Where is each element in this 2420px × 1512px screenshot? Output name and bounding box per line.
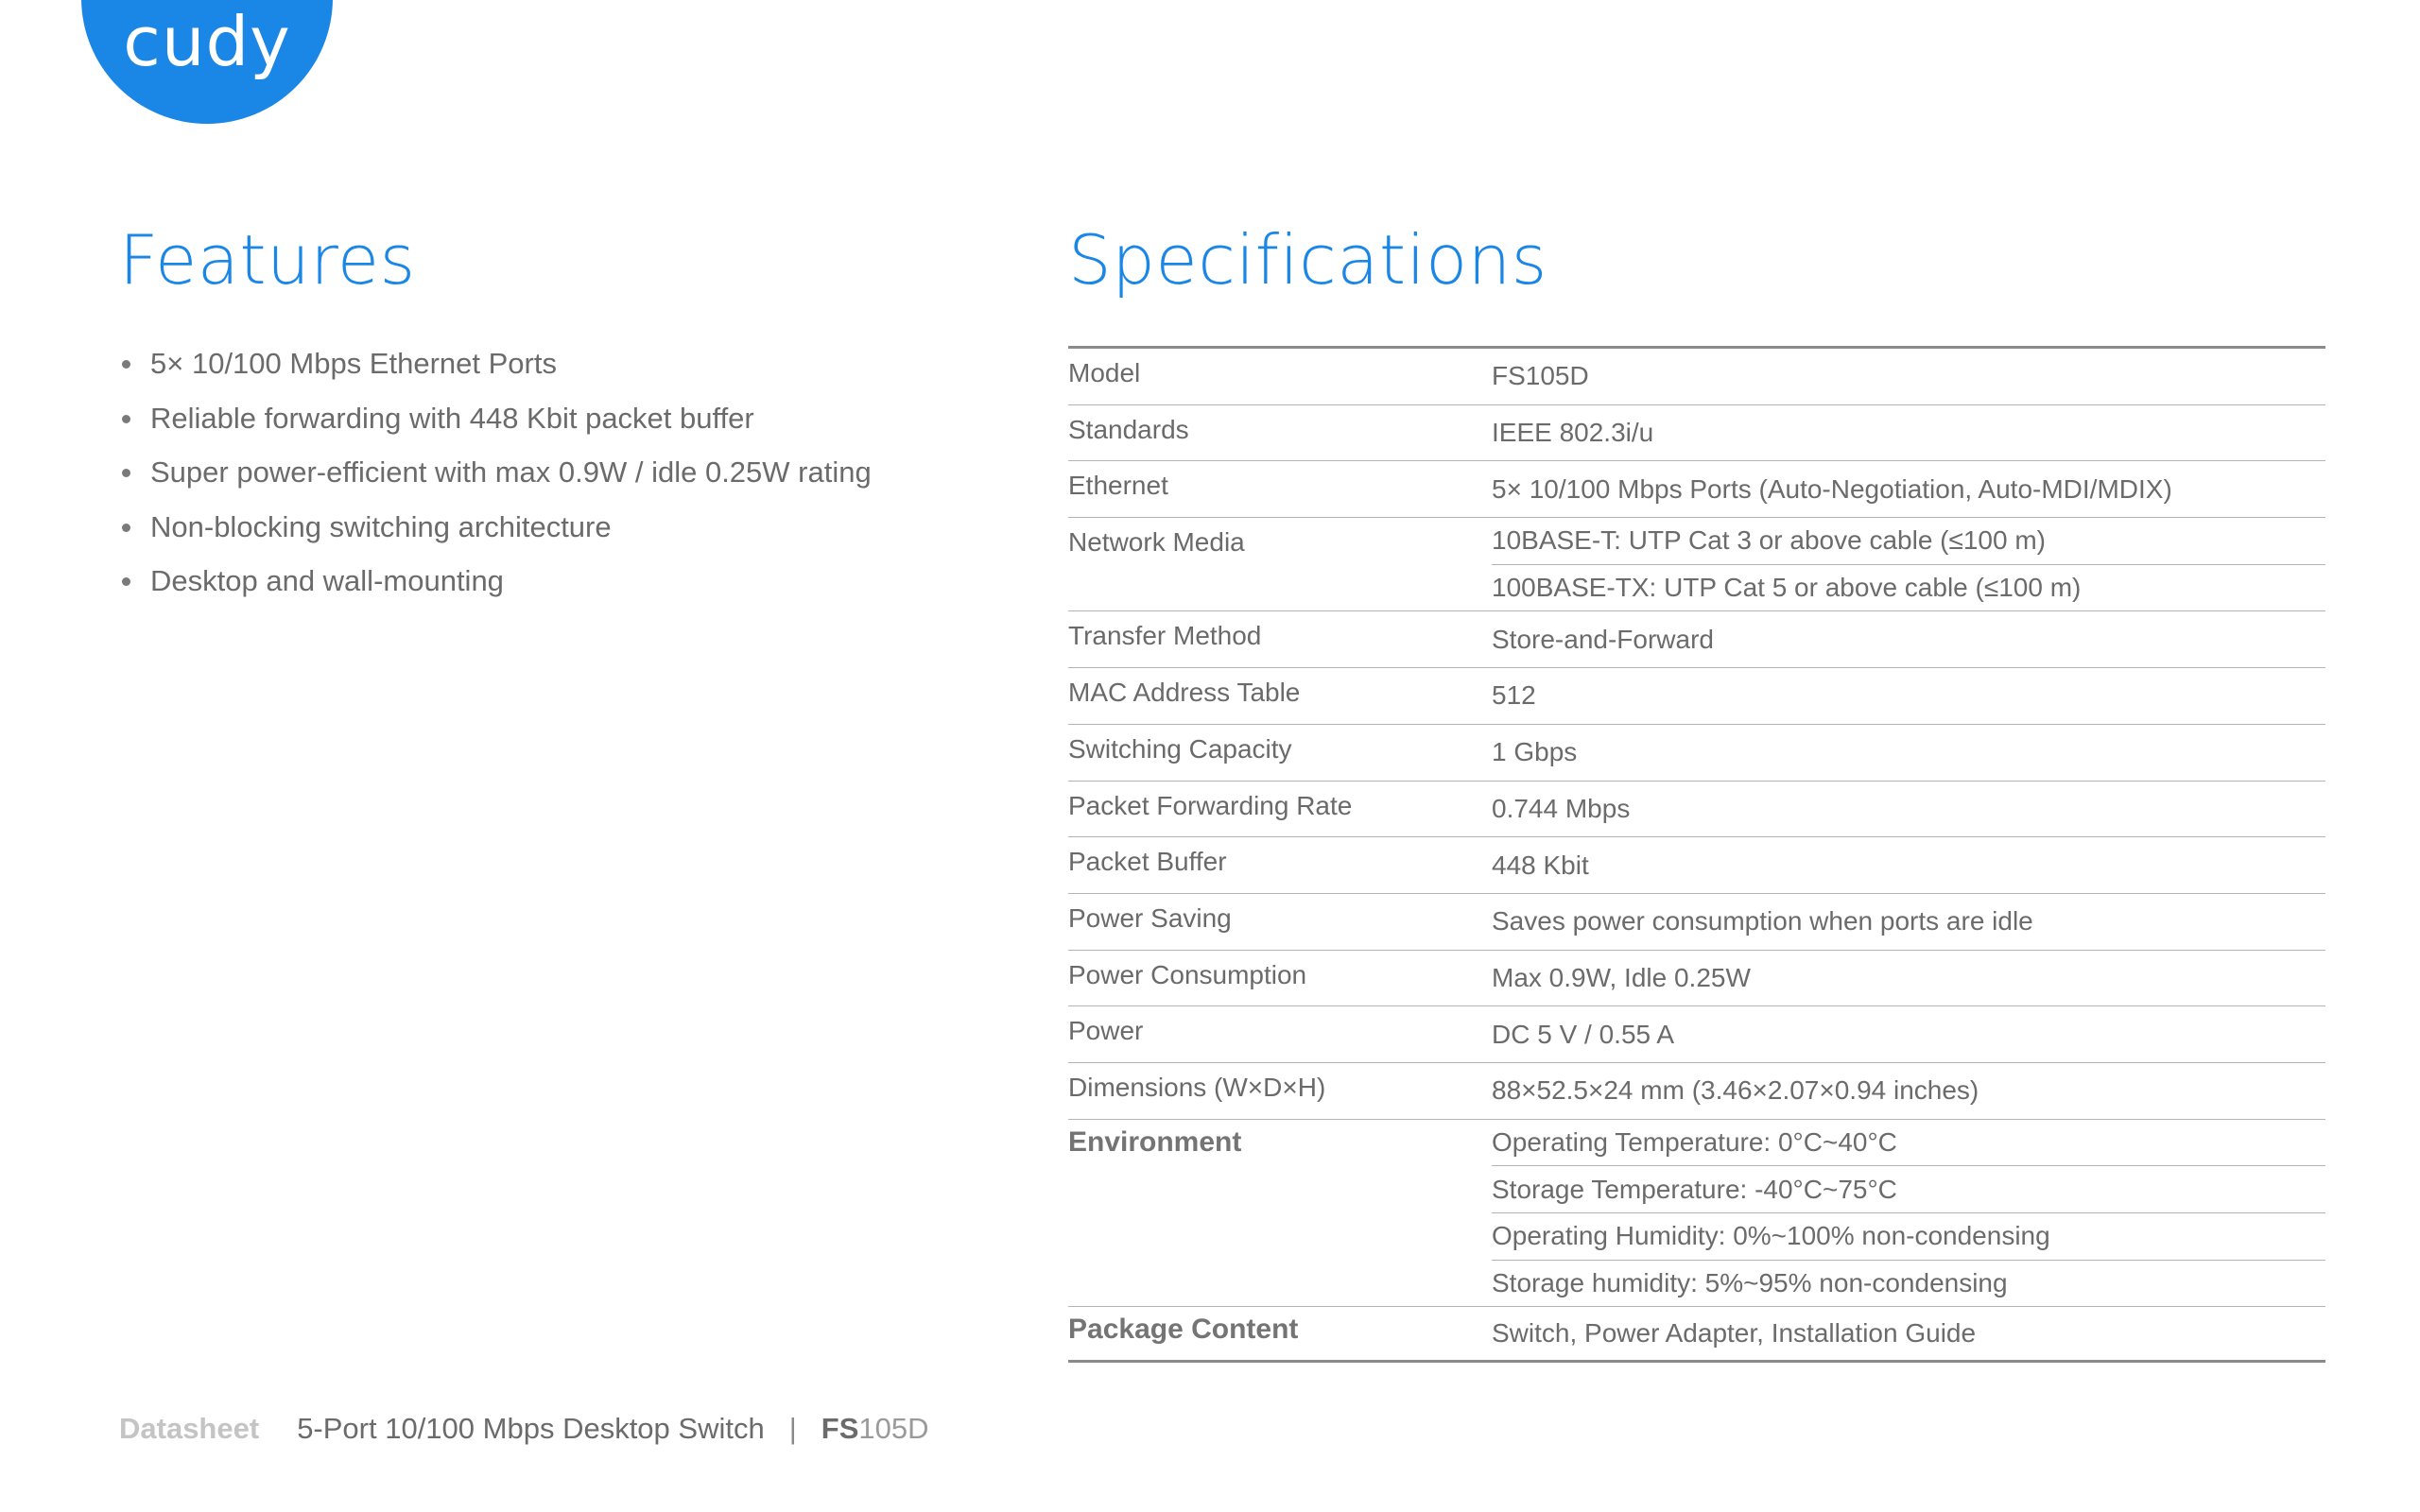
spec-value: Operating Temperature: 0°C~40°C: [1492, 1119, 2325, 1166]
spec-value: 0.744 Mbps: [1492, 781, 2325, 837]
spec-value: Operating Humidity: 0%~100% non-condensing: [1492, 1213, 2325, 1261]
footer: [119, 1410, 929, 1448]
features-title: Features: [119, 220, 416, 300]
spec-row: [1068, 668, 2325, 725]
feature-item: [119, 554, 872, 609]
spec-label: Environment: [1068, 1119, 1492, 1307]
feature-item: [119, 391, 872, 446]
spec-row: [1068, 461, 2325, 518]
spec-value: Store-and-Forward: [1492, 611, 2325, 668]
bullet-dot-icon: [122, 524, 130, 532]
spec-row: [1068, 518, 2325, 565]
spec-row: [1068, 781, 2325, 837]
spec-label: Packet Buffer: [1068, 837, 1492, 894]
spec-value: 448 Kbit: [1492, 837, 2325, 894]
bullet-dot-icon: [122, 360, 130, 369]
spec-row: [1068, 1119, 2325, 1166]
spec-value: DC 5 V / 0.55 A: [1492, 1006, 2325, 1063]
feature-item: [119, 500, 872, 555]
spec-value: 100BASE-TX: UTP Cat 5 or above cable (≤100 m): [1492, 564, 2325, 611]
spec-label: Dimensions (W×D×H): [1068, 1062, 1492, 1119]
spec-value: 5× 10/100 Mbps Ports (Auto-Negotiation, Auto-MDI/MDIX): [1492, 461, 2325, 518]
spec-row: [1068, 950, 2325, 1006]
feature-text: 5× 10/100 Mbps Ethernet Ports: [150, 347, 557, 380]
spec-row: [1068, 837, 2325, 894]
spec-label: Transfer Method: [1068, 611, 1492, 668]
spec-row: [1068, 893, 2325, 950]
spec-label: Package Content: [1068, 1307, 1492, 1362]
spec-value: Switch, Power Adapter, Installation Guide: [1492, 1307, 2325, 1362]
spec-label: Packet Forwarding Rate: [1068, 781, 1492, 837]
spec-label: Power Consumption: [1068, 950, 1492, 1006]
bullet-dot-icon: [122, 469, 130, 477]
spec-row: [1068, 348, 2325, 405]
spec-value: 512: [1492, 668, 2325, 725]
spec-value: Storage Temperature: -40°C~75°C: [1492, 1166, 2325, 1213]
spec-row: [1068, 1062, 2325, 1119]
spec-value: IEEE 802.3i/u: [1492, 404, 2325, 461]
bullet-dot-icon: [122, 415, 130, 423]
spec-label: Standards: [1068, 404, 1492, 461]
cudy-logo: [81, 0, 333, 124]
spec-label: Network Media: [1068, 518, 1492, 611]
spec-row: [1068, 404, 2325, 461]
footer-datasheet-label: Datasheet: [119, 1412, 260, 1445]
feature-text: Non-blocking switching architecture: [150, 509, 612, 543]
spec-value: Storage humidity: 5%~95% non-condensing: [1492, 1260, 2325, 1307]
spec-label: MAC Address Table: [1068, 668, 1492, 725]
spec-row: [1068, 724, 2325, 781]
spec-value: Saves power consumption when ports are idle: [1492, 893, 2325, 950]
feature-item: [119, 336, 872, 391]
footer-separator: |: [788, 1412, 797, 1445]
feature-text: Super power-efficient with max 0.9W / idle 0.25W rating: [150, 455, 872, 489]
spec-value: FS105D: [1492, 361, 1589, 391]
feature-text: Desktop and wall-mounting: [150, 564, 504, 597]
spec-label: Switching Capacity: [1068, 724, 1492, 781]
specifications-table: [1068, 346, 2325, 1363]
spec-value: Max 0.9W, Idle 0.25W: [1492, 950, 2325, 1006]
spec-value: 10BASE-T: UTP Cat 3 or above cable (≤100 m): [1492, 518, 2325, 565]
spec-label: Power: [1068, 1006, 1492, 1063]
features-list: [119, 336, 872, 609]
spec-label: Ethernet: [1068, 461, 1492, 518]
footer-model-prefix: FS: [821, 1412, 859, 1445]
spec-label: Model: [1068, 358, 1141, 387]
specifications-title: Specifications: [1068, 220, 1547, 300]
bullet-dot-icon: [122, 577, 130, 586]
spec-label: Power Saving: [1068, 893, 1492, 950]
spec-value: 88×52.5×24 mm (3.46×2.07×0.94 inches): [1492, 1062, 2325, 1119]
spec-row: [1068, 1307, 2325, 1362]
spec-value: 1 Gbps: [1492, 724, 2325, 781]
footer-product-name: 5-Port 10/100 Mbps Desktop Switch: [297, 1412, 765, 1445]
feature-item: [119, 445, 872, 500]
feature-text: Reliable forwarding with 448 Kbit packet buffer: [150, 401, 754, 435]
spec-row: [1068, 611, 2325, 668]
logo-text: cudy: [123, 2, 291, 81]
footer-model-suffix: 105D: [858, 1412, 929, 1445]
spec-row: [1068, 1006, 2325, 1063]
